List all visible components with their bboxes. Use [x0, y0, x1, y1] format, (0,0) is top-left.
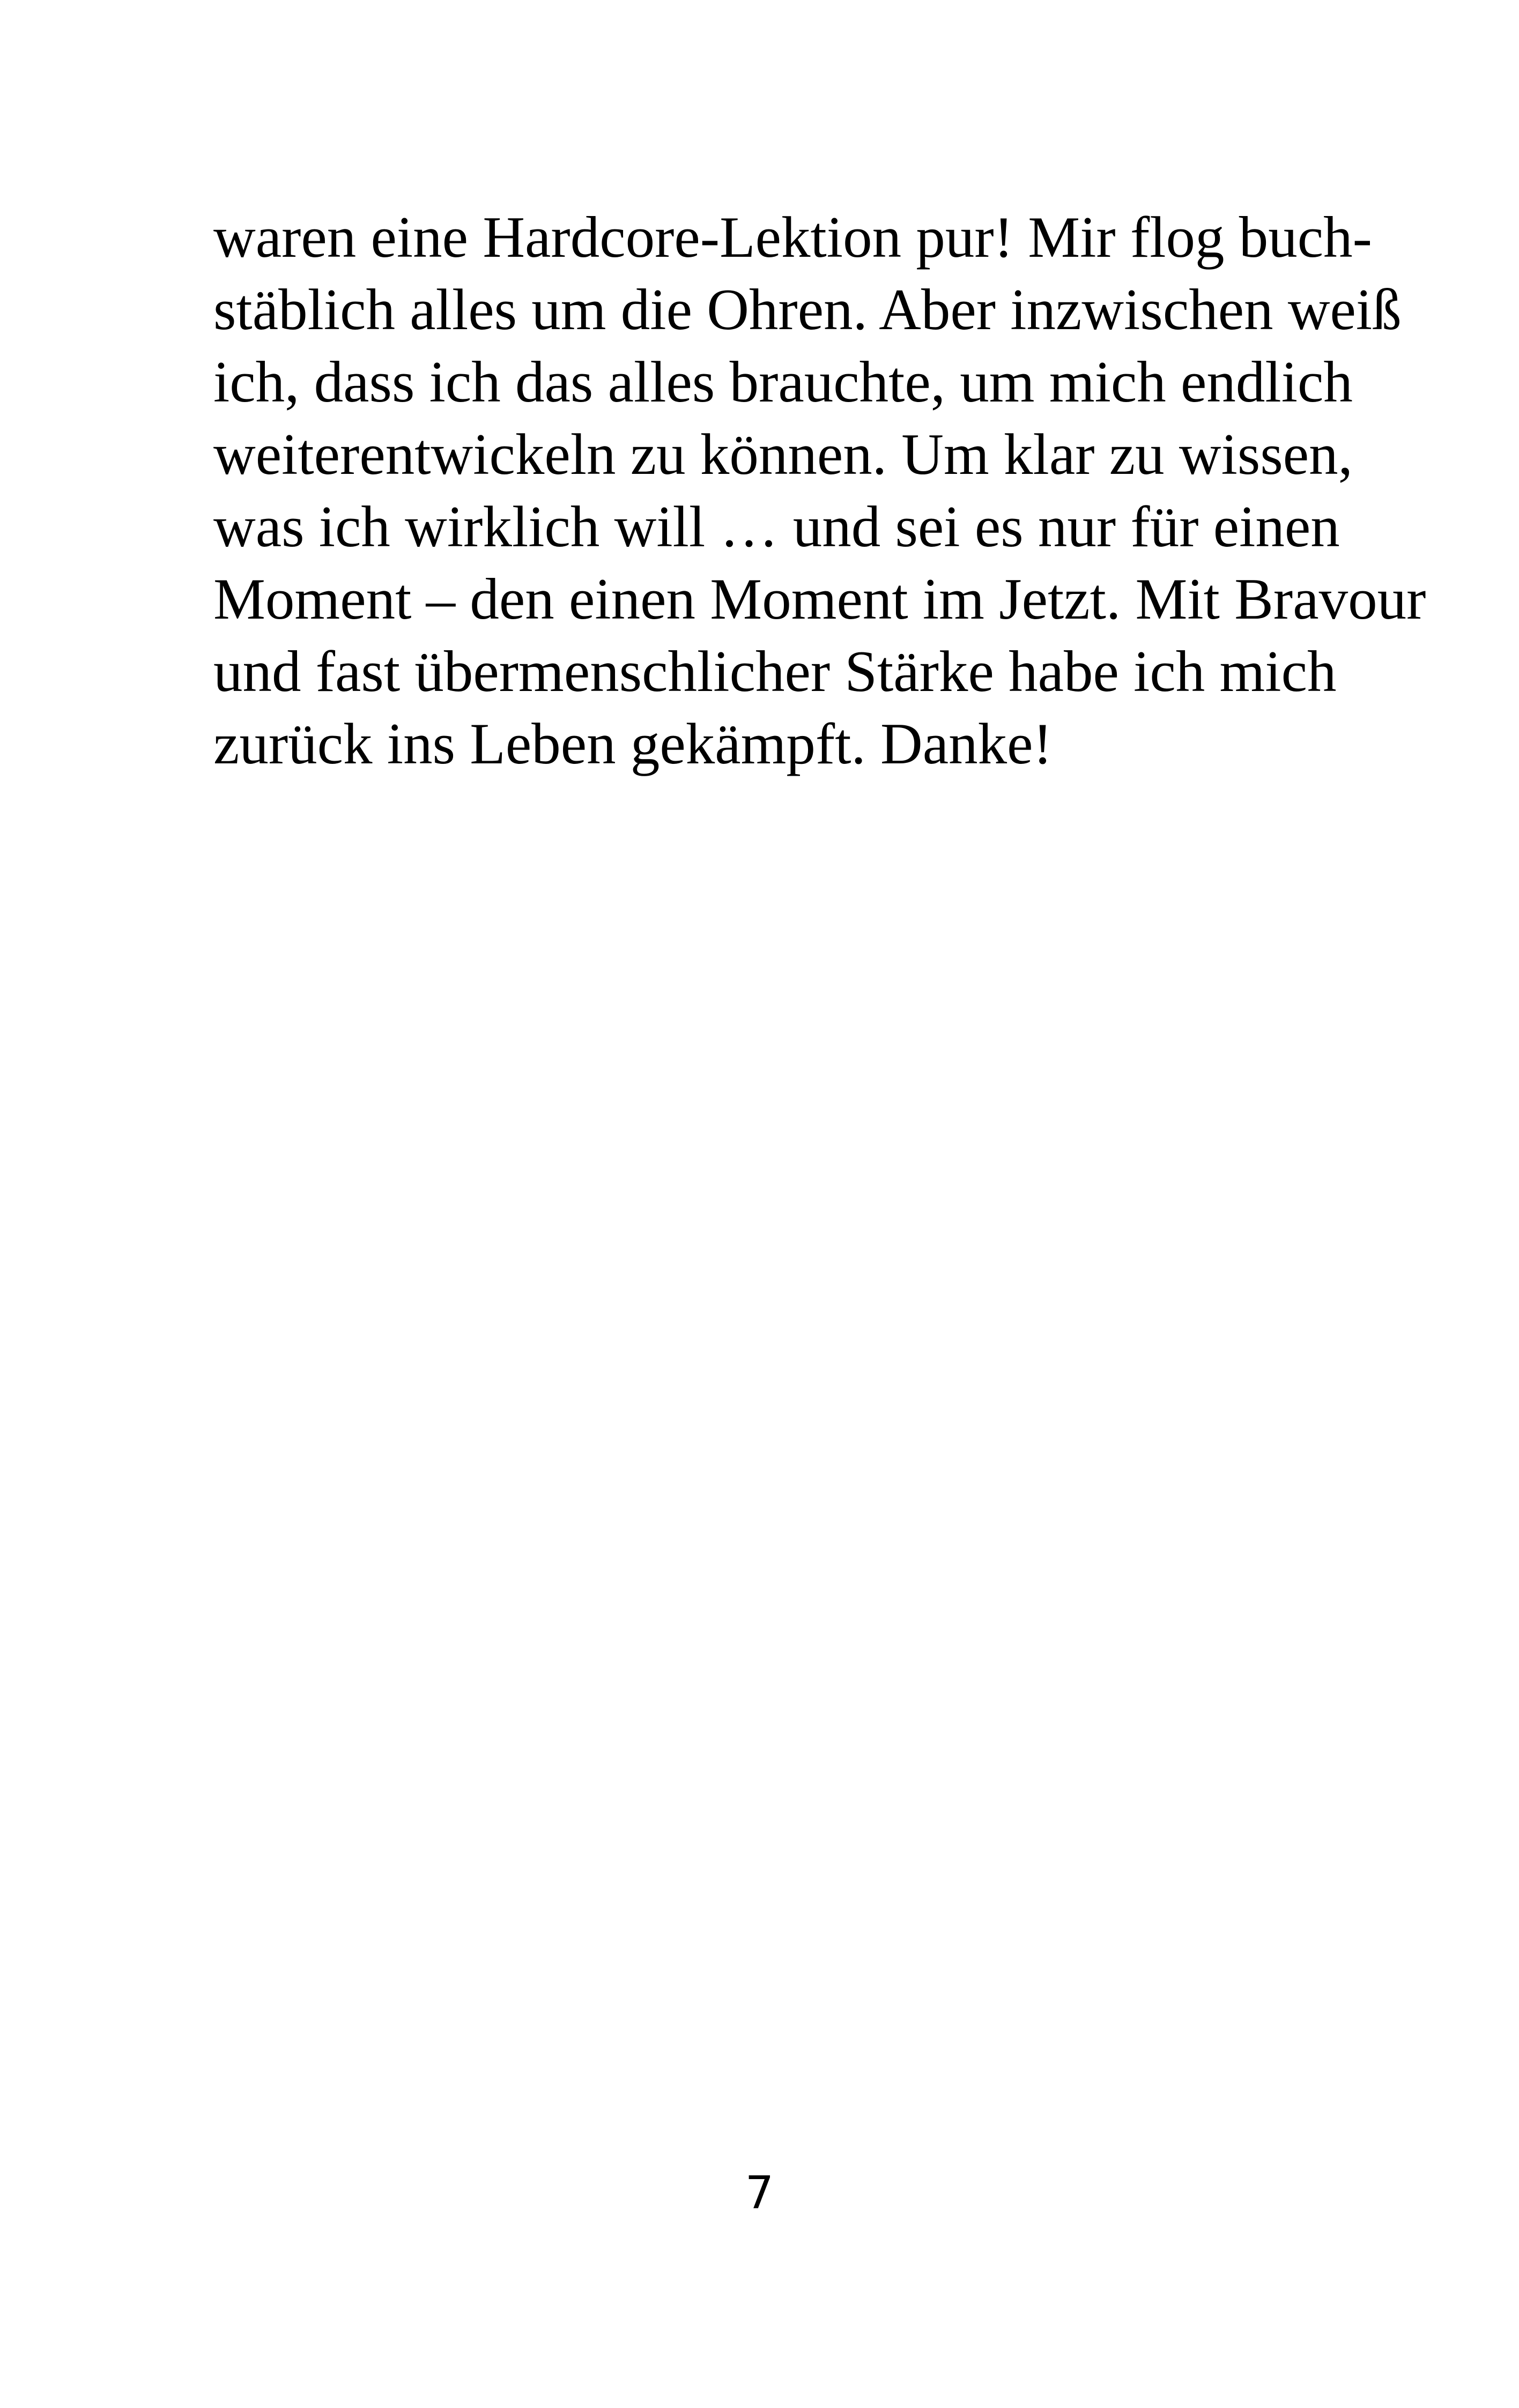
page-number: 7: [745, 2166, 774, 2219]
text-line: weiterentwickeln zu können. Um klar zu wissen,: [213, 422, 1353, 487]
text-line: stäblich alles um die Ohren. Aber inzwischen weiß: [213, 277, 1402, 342]
text-line: und fast übermenschlicher Stärke habe ich mich: [213, 639, 1337, 704]
text-line: ich, dass ich das alles brauchte, um mich endlich: [213, 350, 1353, 414]
body-paragraph: [213, 201, 1426, 780]
text-line: waren eine Hardcore-Lektion pur! Mir flog buch-: [213, 205, 1372, 270]
text-line: zurück ins Leben gekämpft. Danke!: [213, 711, 1053, 776]
text-line: Moment – den einen Moment im Jetzt. Mit Bravour: [213, 567, 1426, 631]
text-line: was ich wirklich will … und sei es nur für einen: [213, 494, 1340, 559]
